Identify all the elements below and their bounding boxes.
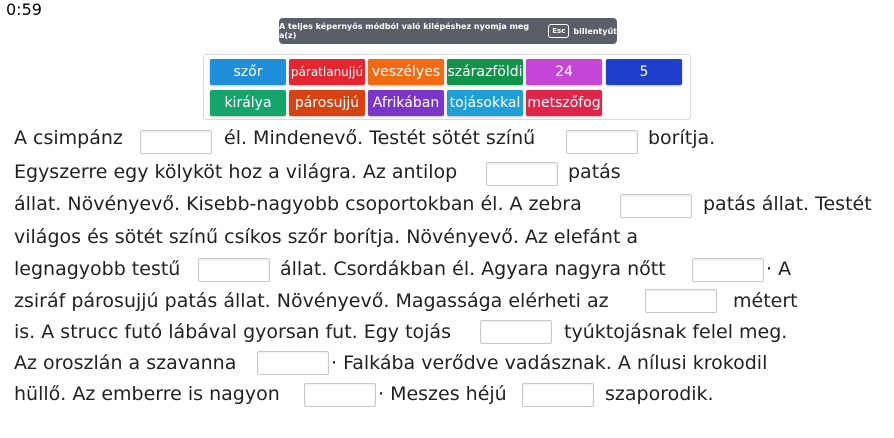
text-segment: szaporodik.: [605, 383, 714, 405]
answer-blank-2[interactable]: [566, 130, 638, 154]
text-segment: zsiráf párosujjú patás állat. Növényevő. Magassága elérheti az: [14, 290, 609, 312]
answer-blank-10[interactable]: [304, 383, 376, 407]
word-chip[interactable]: tojásokkal: [447, 90, 523, 116]
fullscreen-exit-toast: [279, 18, 617, 44]
word-chip[interactable]: szárazföldi: [447, 59, 523, 85]
text-segment: · Meszes héjú: [378, 383, 507, 405]
answer-blank-6[interactable]: [692, 258, 764, 282]
text-segment: Egyszerre egy kölyköt hoz a világra. Az antilop: [14, 161, 458, 183]
text-segment: világos és sötét színű csíkos szőr borítja. Növényevő. Az elefánt a: [14, 226, 639, 248]
text-segment: is. A strucc futó lábával gyorsan fut. Egy tojás: [14, 321, 451, 343]
text-segment: állat. Növényevő. Kisebb-nagyobb csoportokban él. A zebra: [14, 193, 582, 215]
text-segment: állat. Csordákban él. Agyara nagyra nőtt: [280, 258, 666, 280]
word-chip[interactable]: királya: [210, 90, 286, 116]
word-chip[interactable]: 5: [606, 59, 682, 85]
text-segment: él. Mindenevő. Testét sötét színű: [224, 127, 536, 149]
word-chip[interactable]: szőr: [210, 59, 286, 85]
answer-blank-11[interactable]: [522, 383, 594, 407]
text-segment: hüllő. Az emberre is nagyon: [14, 383, 280, 405]
toast-text-before: A teljes képernyős módból való kilépéshez nyomja meg a(z): [279, 22, 530, 40]
text-segment: · A: [766, 258, 792, 280]
esc-key-badge: Esc: [548, 24, 569, 38]
answer-blank-1[interactable]: [140, 130, 212, 154]
text-segment: tyúktojásnak felel meg.: [564, 321, 788, 343]
word-chip[interactable]: páratlanujjú: [289, 59, 365, 85]
text-segment: borítja.: [648, 127, 716, 149]
word-chip[interactable]: 24: [526, 59, 602, 85]
text-segment: A csimpánz: [14, 127, 123, 149]
text-segment: Az oroszlán a szavanna: [14, 352, 237, 374]
answer-blank-4[interactable]: [620, 194, 692, 218]
text-segment: legnagyobb testű: [14, 258, 181, 280]
timer: 0:59: [6, 0, 42, 19]
text-segment: · Falkába verődve vadásznak. A nílusi krokodil: [331, 352, 768, 374]
answer-blank-9[interactable]: [257, 351, 329, 375]
toast-text-after: billentyűt: [573, 26, 617, 36]
word-chip[interactable]: veszélyes: [368, 59, 444, 85]
word-chip[interactable]: Afrikában: [368, 90, 444, 116]
text-segment: patás állat. Testét: [703, 193, 872, 215]
word-chip[interactable]: párosujjú: [289, 90, 365, 116]
word-bank: [203, 54, 691, 120]
text-segment: métert: [733, 290, 798, 312]
answer-blank-3[interactable]: [486, 162, 558, 186]
answer-blank-8[interactable]: [480, 320, 552, 344]
answer-blank-7[interactable]: [645, 289, 717, 313]
word-chip[interactable]: metszőfog: [526, 90, 602, 116]
text-segment: patás: [568, 161, 621, 183]
answer-blank-5[interactable]: [198, 258, 270, 282]
